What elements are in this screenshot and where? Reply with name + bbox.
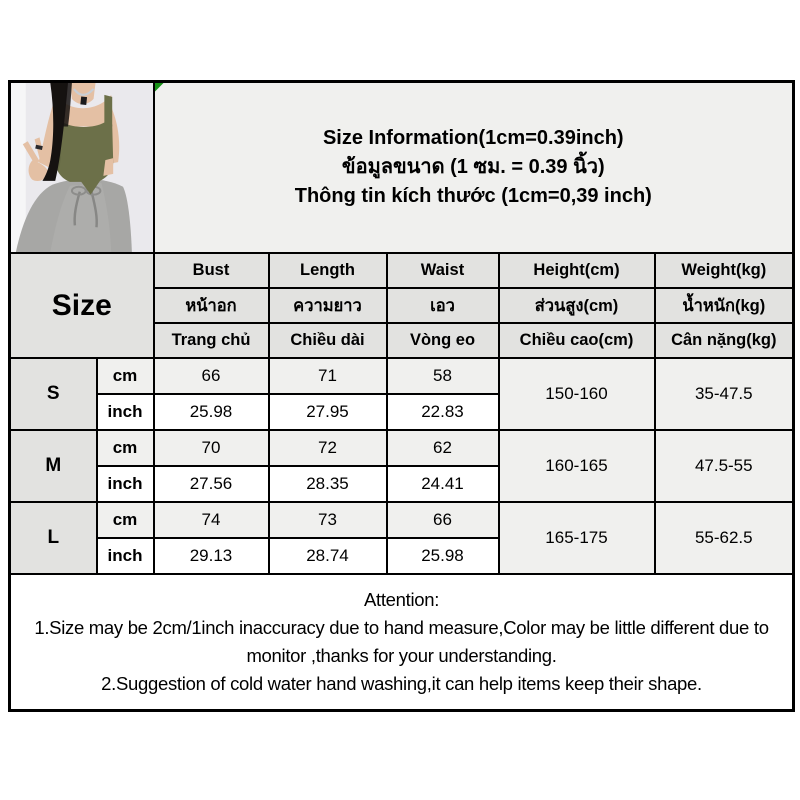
unit-inch-s: inch xyxy=(97,394,154,430)
s-waist-cm: 58 xyxy=(387,358,499,394)
l-bust-inch: 29.13 xyxy=(154,538,269,574)
green-corner-marker-icon xyxy=(155,83,164,92)
title-english: Size Information(1cm=0.39inch) xyxy=(322,127,624,149)
l-bust-cm: 74 xyxy=(154,502,269,538)
header-height-vi: Chiều cao(cm) xyxy=(499,323,655,358)
m-bust-cm: 70 xyxy=(154,430,269,466)
title-cell xyxy=(154,82,794,254)
header-length-en: Length xyxy=(269,253,387,288)
header-waist-th: เอว xyxy=(387,288,499,323)
l-waist-inch: 25.98 xyxy=(387,538,499,574)
m-bust-inch: 27.56 xyxy=(154,466,269,502)
l-height: 165-175 xyxy=(499,502,655,574)
unit-inch-l: inch xyxy=(97,538,154,574)
l-length-inch: 28.74 xyxy=(269,538,387,574)
unit-cm-m: cm xyxy=(97,430,154,466)
unit-inch-m: inch xyxy=(97,466,154,502)
size-table xyxy=(8,80,795,712)
attention-box xyxy=(10,574,794,711)
header-weight-en: Weight(kg) xyxy=(655,253,794,288)
s-length-cm: 71 xyxy=(269,358,387,394)
unit-cm-s: cm xyxy=(97,358,154,394)
row-label-s: S xyxy=(10,358,97,430)
row-label-m: M xyxy=(10,430,97,502)
s-bust-cm: 66 xyxy=(154,358,269,394)
header-bust-en: Bust xyxy=(154,253,269,288)
title-thai: ข้อมูลขนาด (1 ซม. = 0.39 นิ้ว) xyxy=(341,156,605,178)
attention-heading: Attention: xyxy=(363,589,440,610)
m-weight: 47.5-55 xyxy=(655,430,794,502)
s-waist-inch: 22.83 xyxy=(387,394,499,430)
size-header-cell: Size xyxy=(10,253,154,358)
row-label-l: L xyxy=(10,502,97,574)
s-length-inch: 27.95 xyxy=(269,394,387,430)
s-height: 150-160 xyxy=(499,358,655,430)
m-waist-inch: 24.41 xyxy=(387,466,499,502)
size-chart-sheet xyxy=(8,80,792,712)
header-length-th: ความยาว xyxy=(269,288,387,323)
m-height: 160-165 xyxy=(499,430,655,502)
l-weight: 55-62.5 xyxy=(655,502,794,574)
title-vietnamese: Thông tin kích thước (1cm=0,39 inch) xyxy=(294,185,652,207)
s-weight: 35-47.5 xyxy=(655,358,794,430)
m-waist-cm: 62 xyxy=(387,430,499,466)
header-weight-vi: Cân nặng(kg) xyxy=(655,323,794,358)
header-bust-th: หน้าอก xyxy=(154,288,269,323)
model-photo-illustration xyxy=(11,83,153,252)
m-length-inch: 28.35 xyxy=(269,466,387,502)
header-weight-th: น้ำหนัก(kg) xyxy=(655,288,794,323)
unit-cm-l: cm xyxy=(97,502,154,538)
m-length-cm: 72 xyxy=(269,430,387,466)
l-waist-cm: 66 xyxy=(387,502,499,538)
s-bust-inch: 25.98 xyxy=(154,394,269,430)
header-height-th: ส่วนสูง(cm) xyxy=(499,288,655,323)
header-bust-vi: Trang chủ xyxy=(154,323,269,358)
header-length-vi: Chiều dài xyxy=(269,323,387,358)
attention-note-1: 1.Size may be 2cm/1inch inaccuracy due to hand measure,Color may be little different due to monitor ,thanks for your understanding. xyxy=(34,617,769,666)
attention-note-2: 2.Suggestion of cold water hand washing,it can help items keep their shape. xyxy=(101,673,702,694)
header-waist-en: Waist xyxy=(387,253,499,288)
l-length-cm: 73 xyxy=(269,502,387,538)
header-height-en: Height(cm) xyxy=(499,253,655,288)
header-waist-vi: Vòng eo xyxy=(387,323,499,358)
model-photo xyxy=(10,82,154,254)
